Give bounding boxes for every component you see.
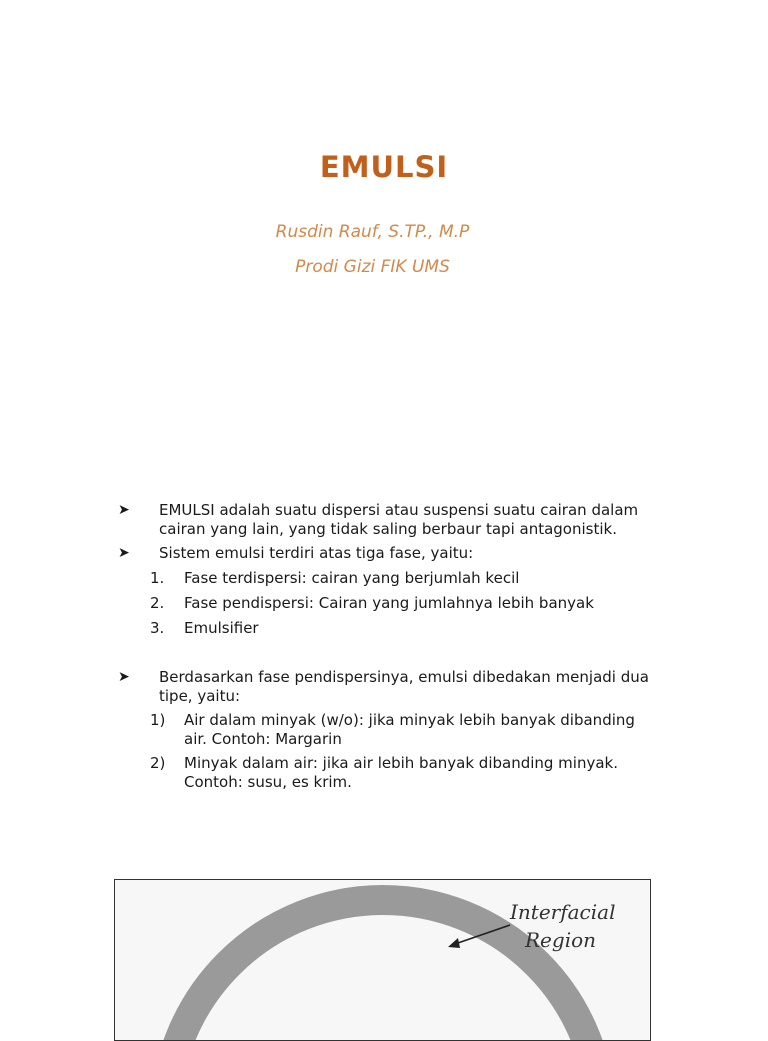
list-item bbox=[150, 711, 658, 749]
list-marker: 3. bbox=[150, 619, 165, 637]
bullet-item bbox=[118, 668, 658, 706]
list-text: Fase pendispersi: Cairan yang jumlahnya lebih banyak bbox=[184, 594, 594, 612]
content-body bbox=[118, 501, 658, 792]
list-item bbox=[150, 619, 658, 638]
list-marker: 1) bbox=[150, 711, 166, 729]
numbered-list bbox=[150, 706, 658, 792]
list-marker: 2) bbox=[150, 754, 166, 772]
figure-label: Interfacial bbox=[510, 900, 616, 924]
list-item bbox=[150, 754, 658, 792]
bullet-item bbox=[118, 544, 658, 563]
arrow-bullet-icon: ➤ bbox=[118, 545, 130, 561]
list-text: Air dalam minyak (w/o): jika minyak lebih banyak dibanding air. Contoh: Margarin bbox=[184, 711, 635, 748]
list-item bbox=[150, 594, 658, 613]
bullet-text: EMULSI adalah suatu dispersi atau suspensi suatu cairan dalam cairan yang lain, yang tidak saling berbaur tapi antagonistik. bbox=[159, 501, 639, 538]
list-marker: 1. bbox=[150, 569, 165, 587]
numbered-list bbox=[150, 563, 658, 638]
list-text: Emulsifier bbox=[184, 619, 259, 637]
bullet-item bbox=[118, 501, 658, 539]
bullet-text: Sistem emulsi terdiri atas tiga fase, yaitu: bbox=[159, 544, 474, 562]
arrow-bullet-icon: ➤ bbox=[118, 502, 130, 518]
list-marker: 2. bbox=[150, 594, 165, 612]
affiliation: Prodi Gizi FIK UMS bbox=[295, 257, 450, 277]
document-title: EMULSI bbox=[319, 150, 449, 184]
list-text: Minyak dalam air: jika air lebih banyak dibanding minyak. Contoh: susu, es krim. bbox=[184, 754, 618, 791]
emulsion-figure bbox=[114, 879, 651, 1041]
figure-label: Region bbox=[525, 928, 597, 952]
arrow-head-icon bbox=[448, 938, 460, 948]
bullet-text: Berdasarkan fase pendispersinya, emulsi dibedakan menjadi dua tipe, yaitu: bbox=[159, 668, 649, 705]
author-name: Rusdin Rauf, S.TP., M.P bbox=[275, 222, 470, 242]
list-text: Fase terdispersi: cairan yang berjumlah kecil bbox=[184, 569, 520, 587]
list-item bbox=[150, 569, 658, 588]
arrow-bullet-icon: ➤ bbox=[118, 669, 130, 685]
